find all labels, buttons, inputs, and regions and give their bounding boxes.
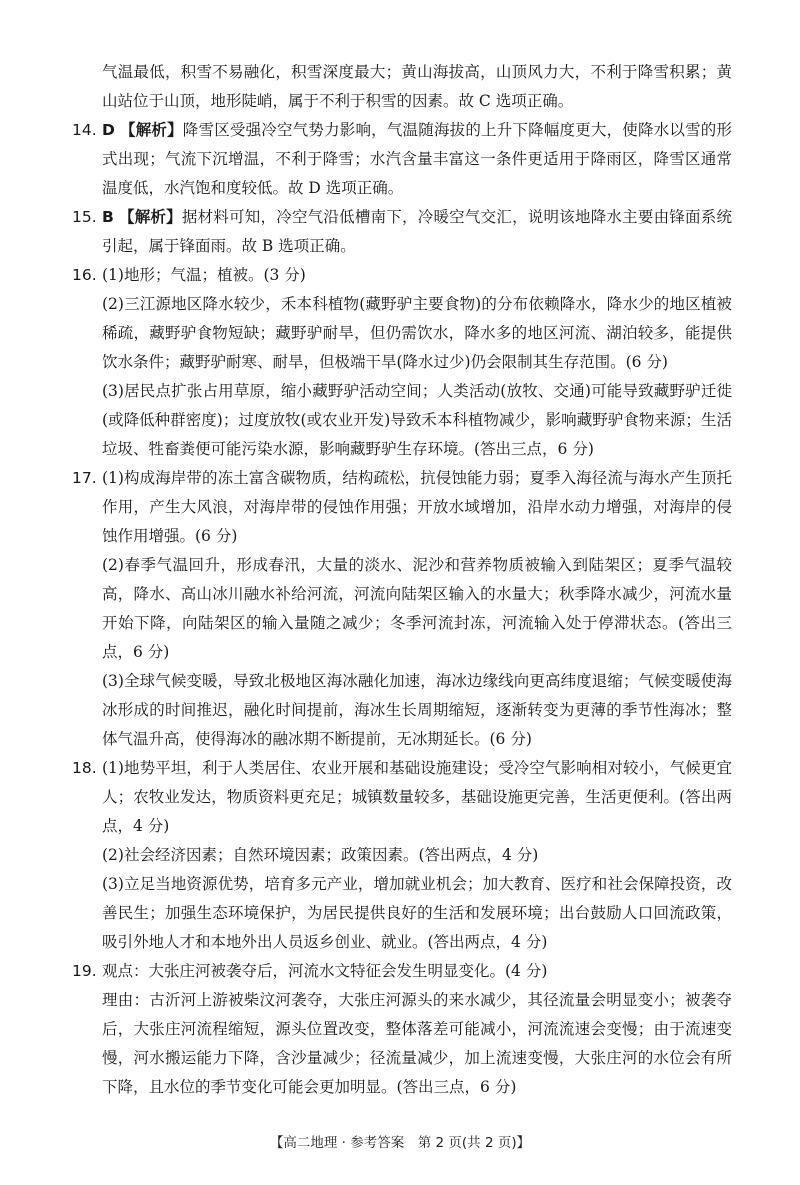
q17 bbox=[72, 464, 732, 754]
q15 bbox=[72, 203, 732, 261]
q14-answer: D bbox=[102, 121, 115, 139]
q13-continuation bbox=[72, 58, 732, 116]
q19-number: 19. bbox=[72, 962, 97, 980]
q15-analysis-tag: 【解析】 bbox=[118, 208, 182, 226]
q15-answer: B bbox=[102, 208, 114, 226]
q16 bbox=[72, 261, 732, 464]
q14-number: 14. bbox=[72, 121, 97, 139]
q18-part3: (3)立足当地资源优势，培育多元产业，增加就业机会；加大教育、医疗和社会保障投资，改善民生；加强生态环境保护，为居民提供良好的生活和发展环境；出台鼓励人口回流政策，吸引外地人才和本地外出人员返乡创业、就业。(答出两点，4 分) bbox=[102, 875, 732, 951]
q19 bbox=[72, 957, 732, 1102]
q16-part2: (2)三江源地区降水较少，禾本科植物(藏野驴主要食物)的分布依赖降水，降水少的地区植被稀疏，藏野驴食物短缺；藏野驴耐旱，但仍需饮水，降水多的地区河流、湖泊较多，能提供饮水条件；藏野驴耐寒、耐旱，但极端干旱(降水过少)仍会限制其生存范围。(6 分) bbox=[102, 295, 732, 371]
q15-text: 据材料可知，冷空气沿低槽南下，冷暖空气交汇，说明该地降水主要由锋面系统引起，属于锋面雨。故 B 选项正确。 bbox=[102, 208, 732, 255]
q16-number: 16. bbox=[72, 266, 97, 284]
q19-viewpoint: 观点：大张庄河被袭夺后，河流水文特征会发生明显变化。(4 分) bbox=[102, 962, 548, 980]
q18 bbox=[72, 754, 732, 957]
q14 bbox=[72, 116, 732, 203]
q17-part3: (3)全球气候变暖，导致北极地区海冰融化加速，海冰边缘线向更高纬度退缩；气候变暖使海冰形成的时间推迟，融化时间提前，海冰生长周期缩短，逐渐转变为更薄的季节性海冰；整体气温升高，使得海冰的融冰期不断提前，无冰期延长。(6 分) bbox=[102, 672, 732, 748]
q17-part2: (2)春季气温回升，形成春汛，大量的淡水、泥沙和营养物质被输入到陆架区；夏季气温较高，降水、高山冰川融水补给河流，河流向陆架区输入的水量大；秋季降水减少，河流水量开始下降，向陆架区的输入量随之减少；冬季河流封冻，河流输入处于停滞状态。(答出三点，6 分) bbox=[102, 556, 732, 661]
q19-reason: 理由：古沂河上游被柴汶河袭夺，大张庄河源头的来水减少，其径流量会明显变小；被袭夺后，大张庄河流程缩短，源头位置改变，整体落差可能减小，河流流速会变慢；由于流速变慢，河水搬运能力下降，含沙量减少；径流量减少，加上流速变慢，大张庄河的水位会有所下降，且水位的季节变化可能会更加明显。(答出三点，6 分) bbox=[102, 991, 732, 1096]
q18-number: 18. bbox=[72, 759, 97, 777]
q14-analysis-tag: 【解析】 bbox=[120, 121, 183, 139]
q16-part1: (1)地形；气温；植被。(3 分) bbox=[102, 266, 306, 284]
q13-text: 气温最低，积雪不易融化，积雪深度最大；黄山海拔高，山顶风力大，不利于降雪积累；黄山站位于山顶，地形陡峭，属于不利于积雪的因素。故 C 选项正确。 bbox=[102, 63, 732, 110]
q17-number: 17. bbox=[72, 469, 97, 487]
page-footer: 【高二地理 · 参考答案 第 2 页(共 2 页)】 bbox=[269, 1135, 531, 1151]
q18-part2: (2)社会经济因素；自然环境因素；政策因素。(答出两点，4 分) bbox=[102, 846, 539, 864]
q16-part3: (3)居民点扩张占用草原，缩小藏野驴活动空间；人类活动(放牧、交通)可能导致藏野驴迁徙(或降低种群密度)；过度放牧(或农业开发)导致禾本科植物减少，影响藏野驴食物来源；生活垃圾、牲畜粪便可能污染水源，影响藏野驴生存环境。(答出三点，6 分) bbox=[102, 382, 732, 458]
q17-part1: (1)构成海岸带的冻土富含碳物质，结构疏松，抗侵蚀能力弱；夏季入海径流与海水产生顶托作用，产生大风浪，对海岸带的侵蚀作用强；开放水域增加，沿岸水动力增强，对海岸的侵蚀作用增强。(6 分) bbox=[102, 469, 732, 545]
q18-part1: (1)地势平坦，利于人类居住、农业开展和基础设施建设；受冷空气影响相对较小，气候更宜人；农牧业发达，物质资料更充足；城镇数量较多，基础设施更完善，生活更便利。(答出两点，4 分) bbox=[102, 759, 732, 835]
q15-number: 15. bbox=[72, 208, 97, 226]
q14-text: 降雪区受强冷空气势力影响，气温随海拔的上升下降幅度更大，使降水以雪的形式出现；气流下沉增温，不利于降雪；水汽含量丰富这一条件更适用于降雨区，降雪区通常温度低，水汽饱和度较低。故 D 选项正确。 bbox=[102, 121, 732, 197]
answer-page bbox=[72, 58, 732, 1102]
